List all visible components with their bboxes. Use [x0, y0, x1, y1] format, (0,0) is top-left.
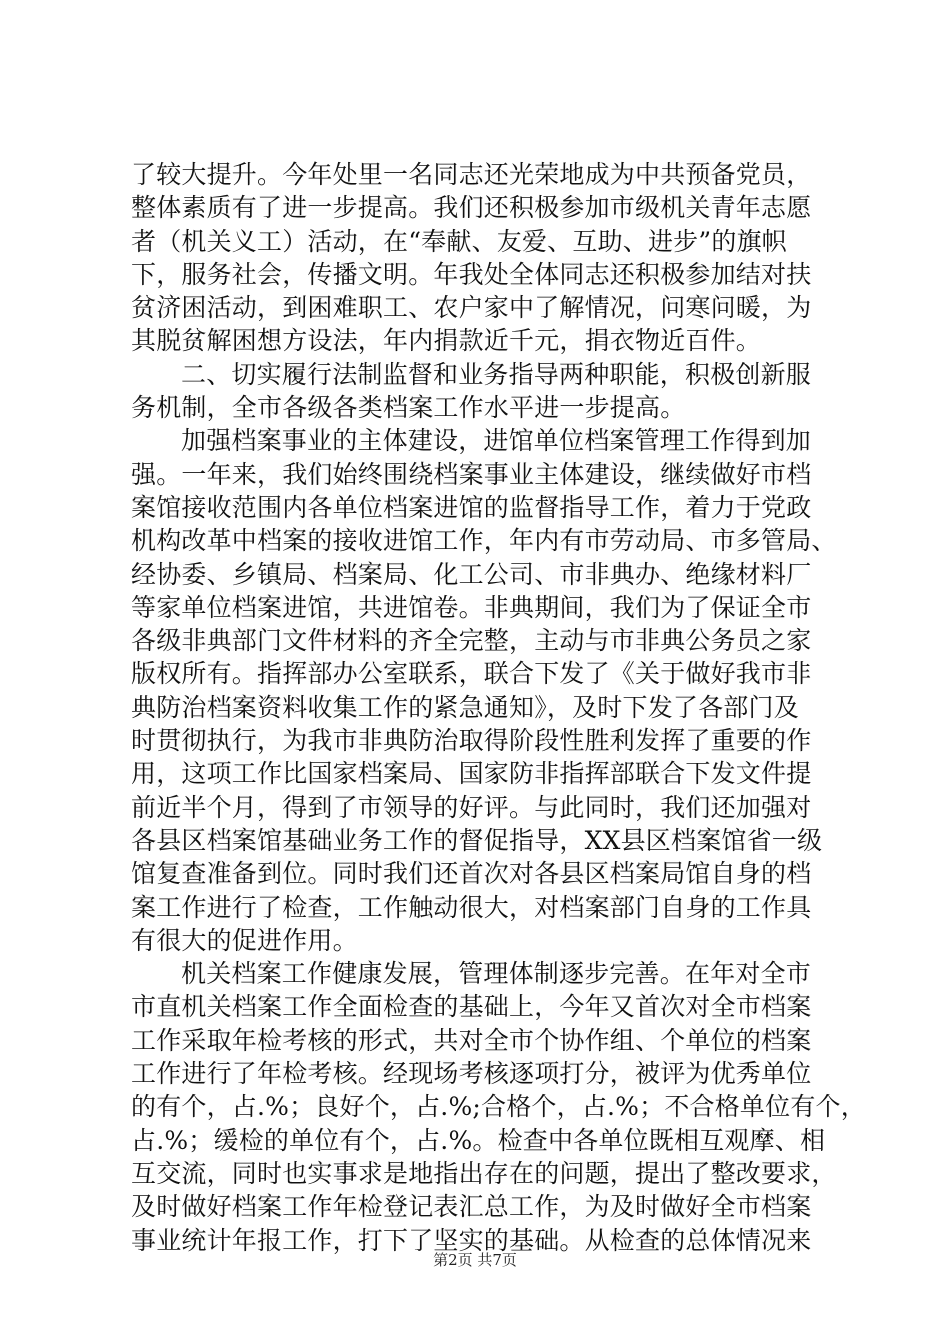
text-line: 经协委、乡镇局、档案局、化工公司、市非典办、绝缘材料厂: [131, 559, 812, 589]
text-line: 了较大提升。今年处里一名同志还光荣地成为中共预备党员，: [131, 160, 812, 189]
text-line: 案馆接收范围内各单位档案进馆的监督指导工作，着力于党政: [131, 492, 812, 522]
text-line: 工作进行了年检考核。经现场考核逐项打分，被评为优秀单位: [131, 1059, 812, 1089]
paragraph-start-line: 加强档案事业的主体建设，进馆单位档案管理工作得到加: [181, 426, 812, 456]
text-line: 互交流，同时也实事求是地指出存在的问题，提出了整改要求，: [131, 1158, 837, 1188]
text-line: 的有个，占.%；良好个，占.%;合格个，占.%；不合格单位有个，: [131, 1092, 866, 1122]
text-line: 时贯彻执行，为我市非典防治取得阶段性胜利发挥了重要的作: [131, 726, 812, 756]
body-text: [131, 158, 866, 1257]
text-line: 下，服务社会，传播文明。年我处全体同志还积极参加结对扶: [131, 259, 812, 289]
section-heading-line: 二、切实履行法制监督和业务指导两种职能，积极创新服: [181, 359, 812, 389]
text-line: 其脱贫解困想方设法，年内捐款近千元，捐衣物近百件。: [131, 326, 762, 356]
text-line: 事业统计年报工作，打下了坚实的基础。从检查的总体情况来: [131, 1225, 812, 1255]
page-number-footer: 第2页 共7页: [433, 1251, 517, 1269]
text-line: 及时做好档案工作年检登记表汇总工作，为及时做好全市档案: [131, 1192, 812, 1222]
section-heading-line: 务机制，全市各级各类档案工作水平进一步提高。: [131, 393, 686, 423]
text-line: 有很大的促进作用。: [131, 925, 358, 955]
text-line: 市直机关档案工作全面检查的基础上，今年又首次对全市档案: [131, 992, 812, 1022]
text-line: 各级非典部门文件材料的齐全完整，主动与市非典公务员之家: [131, 626, 812, 656]
text-line: 各县区档案馆基础业务工作的督促指导，XX县区档案馆省一级: [131, 825, 823, 855]
text-line: 整体素质有了进一步提高。我们还积极参加市级机关青年志愿: [131, 193, 812, 223]
text-line: 者（机关义工）活动，在“奉献、友爱、互助、进步”的旗帜: [131, 226, 787, 256]
text-line: 等家单位档案进馆，共进馆卷。非典期间，我们为了保证全市: [131, 592, 812, 622]
text-line: 版权所有。指挥部办公室联系，联合下发了《关于做好我市非: [131, 659, 812, 689]
text-line: 典防治档案资料收集工作的紧急通知》，及时下发了各部门及: [131, 692, 799, 722]
text-line: 案工作进行了检查，工作触动很大，对档案部门自身的工作具: [131, 892, 812, 922]
text-line: 馆复查准备到位。同时我们还首次对各县区档案局馆自身的档: [131, 859, 812, 889]
text-line: 前近半个月，得到了市领导的好评。与此同时，我们还加强对: [131, 792, 812, 822]
text-line: 贫济困活动，到困难职工、农户家中了解情况，问寒问暖，为: [131, 293, 812, 323]
text-line: 强。一年来，我们始终围绕档案事业主体建设，继续做好市档: [131, 459, 812, 489]
text-line: 工作采取年检考核的形式，共对全市个协作组、个单位的档案: [131, 1025, 812, 1055]
text-line: 机构改革中档案的接收进馆工作，年内有市劳动局、市多管局、: [131, 526, 837, 556]
paragraph-start-line: 机关档案工作健康发展，管理体制逐步完善。在年对全市: [181, 959, 812, 989]
text-line: 占.%；缓检的单位有个，占.%。检查中各单位既相互观摩、相: [131, 1125, 826, 1155]
text-line: 用，这项工作比国家档案局、国家防非指挥部联合下发文件提: [131, 759, 812, 789]
